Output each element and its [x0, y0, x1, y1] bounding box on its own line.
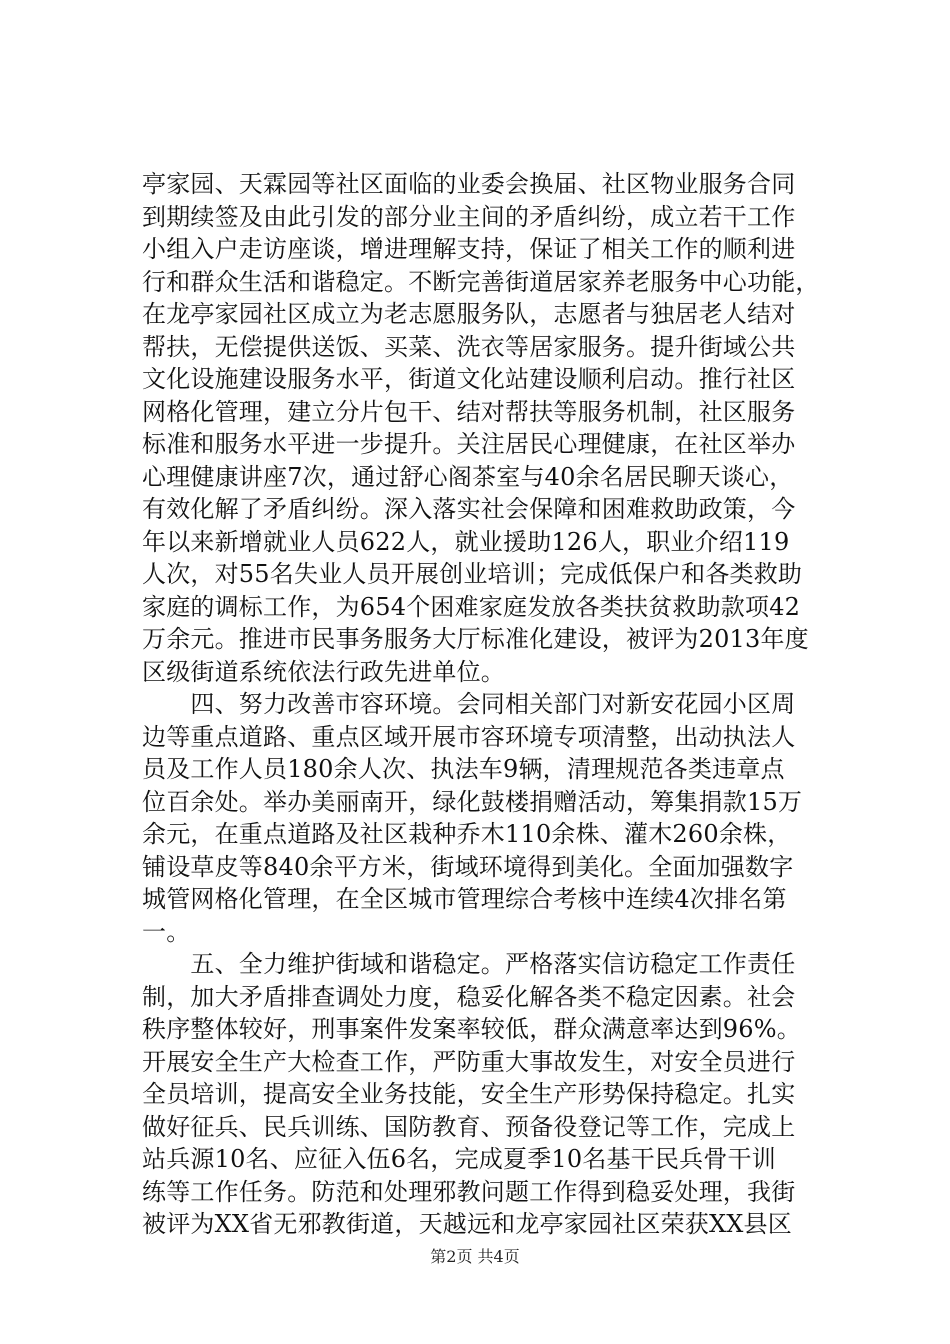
- text-line: 小组入户走访座谈，增进理解支持，保证了相关工作的顺利进: [142, 235, 796, 263]
- text-line: 到期续签及由此引发的部分业主间的矛盾纠纷，成立若干工作: [142, 202, 796, 231]
- text-line: 练等工作任务。防范和处理邪教问题工作得到稳妥处理，我街: [142, 1177, 796, 1206]
- text-line: 年以来新增就业人员622人，就业援助126人，职业介绍119: [142, 527, 790, 556]
- text-line: 有效化解了矛盾纠纷。深入落实社会保障和困难救助政策，今: [142, 495, 796, 523]
- section-heading-line: 四、努力改善市容环境。会同相关部门对新安花园小区周: [142, 690, 796, 718]
- text-line: 在龙亭家园社区成立为老志愿服务队，志愿者与独居老人结对: [142, 300, 796, 328]
- text-line: 帮扶，无偿提供送饭、买菜、洗衣等居家服务。提升街域公共: [142, 332, 796, 361]
- text-line: 站兵源10名、应征入伍6名，完成夏季10名基干民兵骨干训: [142, 1145, 776, 1173]
- text-line: 人次，对55名失业人员开展创业培训；完成低保户和各类救助: [142, 560, 803, 588]
- text-line: 文化设施建设服务水平，街道文化站建设顺利启动。推行社区: [142, 365, 796, 393]
- text-line: 心理健康讲座7次，通过舒心阁茶室与40余名居民聊天谈心，: [142, 462, 794, 491]
- document-body: [142, 168, 842, 1241]
- text-line: 做好征兵、民兵训练、国防教育、预备役登记等工作，完成上: [142, 1112, 796, 1141]
- section-heading-line: 五、全力维护街域和谐稳定。严格落实信访稳定工作责任: [142, 950, 796, 978]
- text-line: 边等重点道路、重点区域开展市容环境专项清整，出动执法人: [142, 722, 796, 751]
- text-line: 标准和服务水平进一步提升。关注居民心理健康，在社区举办: [142, 430, 796, 458]
- text-line: 网格化管理，建立分片包干、结对帮扶等服务机制，社区服务: [142, 397, 796, 426]
- text-line: 秩序整体较好，刑事案件发案率较低，群众满意率达到96%。: [142, 1015, 801, 1043]
- text-line: 城管网格化管理，在全区城市管理综合考核中连续4次排名第: [142, 885, 787, 913]
- text-line: 员及工作人员180余人次、执法车9辆，清理规范各类违章点: [142, 755, 785, 783]
- text-line: 位百余处。举办美丽南开，绿化鼓楼捐赠活动，筹集捐款15万: [142, 787, 803, 816]
- text-line: 铺设草皮等840余平方米，街域环境得到美化。全面加强数字: [142, 852, 794, 881]
- text-line: 万余元。推进市民事务服务大厅标准化建设，被评为2013年度: [142, 625, 809, 653]
- text-line: 全员培训，提高安全业务技能，安全生产形势保持稳定。扎实: [142, 1080, 796, 1108]
- text-line: 亭家园、天霖园等社区面临的业委会换届、社区物业服务合同: [142, 170, 796, 198]
- text-line: 制，加大矛盾排查调处力度，稳妥化解各类不稳定因素。社会: [142, 982, 796, 1011]
- text-line: 一。: [142, 917, 191, 946]
- text-line: 区级街道系统依法行政先进单位。: [142, 657, 505, 686]
- text-line: 行和群众生活和谐稳定。不断完善街道居家养老服务中心功能，: [142, 267, 820, 296]
- text-line: 被评为XX省无邪教街道，天越远和龙亭家园社区荣获XX县区: [142, 1210, 792, 1238]
- text-line: 家庭的调标工作，为654个困难家庭发放各类扶贫救助款项42: [142, 592, 801, 621]
- page-footer: 第2页 共4页: [430, 1247, 520, 1266]
- text-line: 开展安全生产大检查工作，严防重大事故发生，对安全员进行: [142, 1047, 796, 1076]
- text-line: 余元，在重点道路及社区栽种乔木110余株、灌木260余株，: [142, 820, 792, 848]
